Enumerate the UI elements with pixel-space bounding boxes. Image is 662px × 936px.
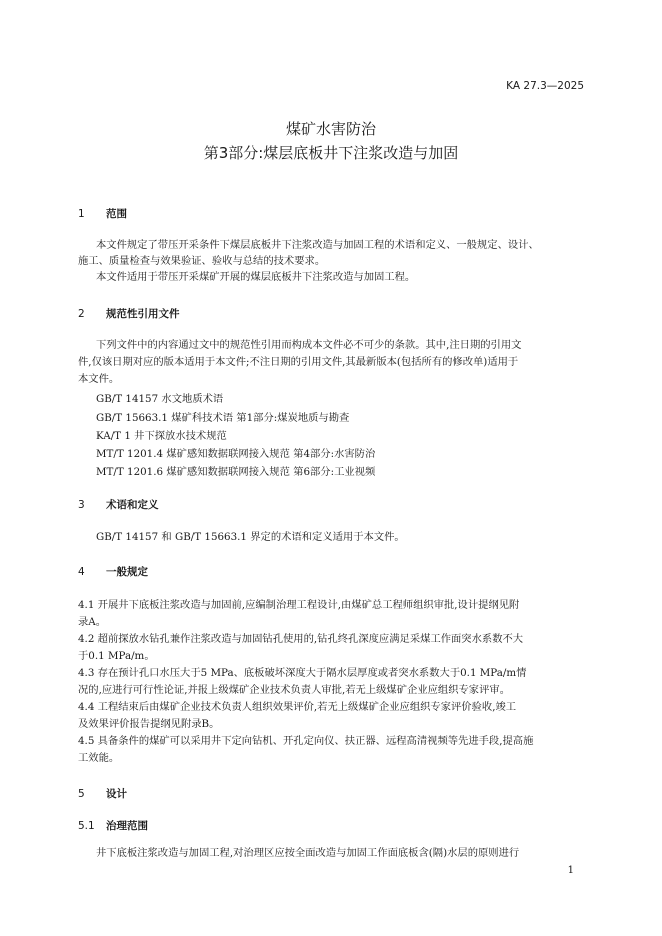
clause-line: 于0.1 MPa/m。 <box>78 650 155 662</box>
clause-line: 4.4 工程结束后由煤矿企业技术负责人组织效果评价,若无上级煤矿企业应组织专家评价验收,竣工 <box>78 701 517 713</box>
section-number: 2 <box>78 308 85 320</box>
page-number: 1 <box>567 865 574 876</box>
clause-line: 4.2 超前探放水钻孔兼作注浆改造与加固钻孔使用的,钻孔终孔深度应满足采煤工作面突水系数不大 <box>78 633 524 645</box>
paragraph-line: 本文件规定了带压开采条件下煤层底板井下注浆改造与加固工程的术语和定义、一般规定、设计、 <box>96 239 539 251</box>
reference-item: KA/T 1 井下探放水技术规范 <box>96 430 227 442</box>
clause-line: 4.1 开展井下底板注浆改造与加固前,应编制治理工程设计,由煤矿总工程师组织审批,设计提纲见附 <box>78 599 520 611</box>
clause-line: 录A。 <box>78 616 107 628</box>
paragraph-line: 施工、质量检查与效果验证、验收与总结的技术要求。 <box>78 255 326 267</box>
section-number: 5 <box>78 788 85 800</box>
paragraph-line: 本文件适用于带压开采煤矿开展的煤层底板井下注浆改造与加固工程。 <box>96 271 416 283</box>
reference-item: MT/T 1201.6 煤矿感知数据联网接入规范 第6部分:工业视频 <box>96 466 376 478</box>
document-title-main: 煤矿水害防治 <box>285 120 376 138</box>
clause-line: 及效果评价报告提纲见附录B。 <box>78 718 220 730</box>
reference-item: GB/T 14157 水文地质术语 <box>96 393 224 405</box>
section-number: 5.1 <box>78 820 95 832</box>
clause-line: 4.5 具备条件的煤矿可以采用井下定向钻机、开孔定向仪、扶正器、远程高清视频等先进手段,提高施 <box>78 735 534 747</box>
section-5-heading <box>78 786 127 801</box>
paragraph-line: 件,仅该日期对应的版本适用于本文件;不注日期的引用文件,其最新版本(包括所有的修改单)适用于 <box>78 356 519 368</box>
section-title: 规范性引用文件 <box>106 308 180 320</box>
document-code: KA 27.3—2025 <box>506 80 584 92</box>
clause-line: 4.3 存在预计孔口水压大于5 MPa、底板破坏深度大于隔水层厚度或者突水系数大于0.1 MPa/m情 <box>78 667 527 679</box>
section-2-heading <box>78 306 180 321</box>
paragraph-line: 下列文件中的内容通过文中的规范性引用而构成本文件必不可少的条款。其中,注日期的引用文 <box>96 339 522 351</box>
clause-line: 况的,应进行可行性论证,并报上级煤矿企业技术负责人审批,若无上级煤矿企业应组织专家评审。 <box>78 684 510 696</box>
section-title: 设计 <box>106 788 127 800</box>
reference-item: GB/T 15663.1 煤矿科技术语 第1部分:煤炭地质与勘查 <box>96 412 350 424</box>
section-number: 4 <box>78 566 85 578</box>
section-3-heading <box>78 497 159 512</box>
section-title: 一般规定 <box>106 566 148 578</box>
paragraph-line: 本文件。 <box>78 373 120 385</box>
section-number: 3 <box>78 499 85 511</box>
document-title-sub: 第3部分:煤层底板井下注浆改造与加固 <box>203 144 459 162</box>
section-number: 1 <box>78 208 85 220</box>
section-4-heading <box>78 564 148 579</box>
section-title: 术语和定义 <box>106 499 159 511</box>
clause-line: 工效能。 <box>78 752 120 764</box>
paragraph-line: 井下底板注浆改造与加固工程,对治理区应按全面改造与加固工作面底板含(隔)水层的原则进行 <box>96 847 520 859</box>
reference-item: MT/T 1201.4 煤矿感知数据联网接入规范 第4部分:水害防治 <box>96 448 376 460</box>
section-title: 范围 <box>106 208 127 220</box>
section-1-heading <box>78 206 127 221</box>
section-title: 治理范围 <box>106 820 148 832</box>
paragraph-line: GB/T 14157 和 GB/T 15663.1 界定的术语和定义适用于本文件。 <box>96 531 405 543</box>
subsection-5-1-heading <box>78 818 148 833</box>
